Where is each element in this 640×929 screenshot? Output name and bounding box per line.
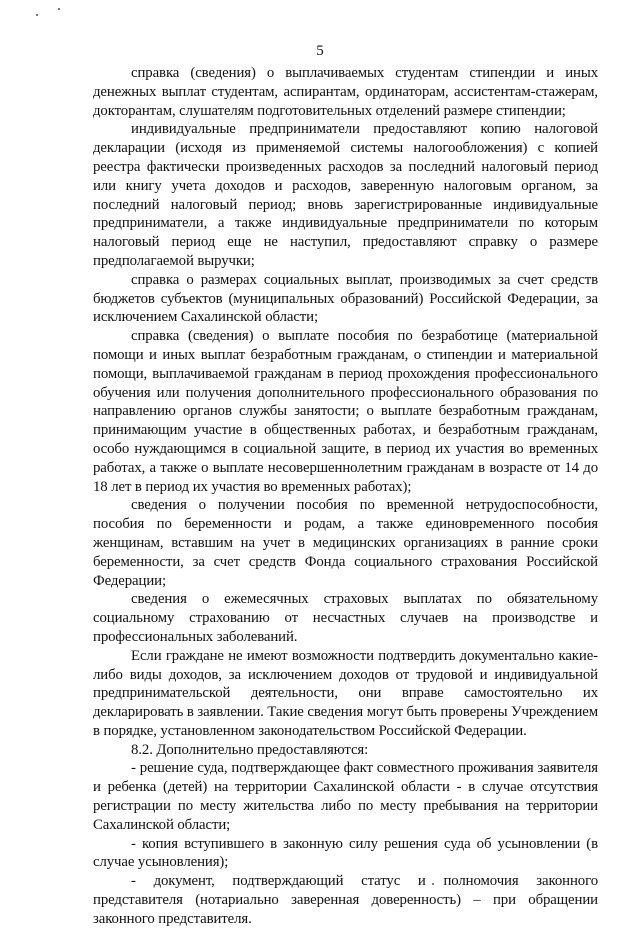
paragraph-court-decision: - решение суда, подтверждающее факт совместного проживания заявителя и ребенка (детей) на территории Сахалинской области - в случае отсутствия регистрации по месту жительства либо по месту пребывания на территории Сахалинской области;	[93, 760, 598, 833]
paragraph-self-declaration: Если граждане не имеют возможности подтвердить документально какие-либо виды доходов, за исключением доходов от трудовой и индивидуальной предпринимательской деятельности, они вправе самостоятельно их декларировать в заявлении. Такие сведения могут быть проверены Учреждением в порядке, установленном законодательством Российской Федерации.	[93, 647, 598, 739]
paragraph-student-stipend: справка (сведения) о выплачиваемых студентам стипендии и иных денежных выплат студентам, аспирантам, ординаторам, ассистентам-стажерам, докторантам, слушателям подготовительных отделений размере стипендии;	[93, 65, 598, 119]
paragraph-legal-representative: - документ, подтверждающий статус и полномочия законного представителя (нотариально заверенная доверенность) – при обращении законного представителя.	[93, 873, 598, 927]
paragraph-social-payments: справка о размерах социальных выплат, производимых за счет средств бюджетов субъектов (муниципальных образований) Российской Федерации, за исключением Сахалинской области;	[93, 271, 598, 326]
paragraph-unemployment-benefit: справка (сведения) о выплате пособия по безработице (материальной помощи и иных выплат безработным гражданам, о стипендии и материальной помощи, выплачиваемой гражданам в период прохождения профессионального обучения или получения дополнительного профессионального образования по направлению органов службы занятости; о выплате безработным гражданам, принимающим участие в общественных работах, и безработным гражданам, особо нуждающимся в социальной защите, в период их участия во временных работах, а также о выплате несовершеннолетним гражданам в возрасте от 14 до 18 лет в период их участия во временных работах);	[93, 328, 598, 495]
paragraph-disability-benefit: сведения о получении пособия по временной нетрудоспособности, пособия по беременности и родам, а также единовременного пособия женщинам, вставшим на учет в медицинских организациях в ранние сроки беременности, за счет средств Фонда социального страхования Российской Федерации;	[93, 497, 598, 589]
paragraph-insurance-payments: сведения о ежемесячных страховых выплатах по обязательному социальному страхованию от несчастных случаев на производстве и профессиональных заболеваний.	[93, 591, 598, 645]
scan-speck	[58, 8, 60, 10]
document-body	[93, 64, 598, 929]
section-heading-8-2: 8.2. Дополнительно предоставляются:	[131, 741, 369, 758]
paragraph-entrepreneurs: индивидуальные предприниматели предоставляют копию налоговой декларации (исходя из применяемой системы налогообложения) с копией реестра фактически произведенных расходов за последний налоговый период или книгу учета доходов и расходов, заверенную налоговым органом, за последний налоговый период; вновь зарегистрированные индивидуальные предприниматели, а также индивидуальные предприниматели по которым налоговый период еще не наступил, предоставляют справку о размере предполагаемой выручки;	[93, 121, 598, 269]
page-number: 5	[316, 43, 324, 59]
scan-speck	[36, 14, 38, 16]
paragraph-adoption-decision: - копия вступившего в законную силу решения суда об усыновлении (в случае усыновления);	[93, 835, 598, 871]
